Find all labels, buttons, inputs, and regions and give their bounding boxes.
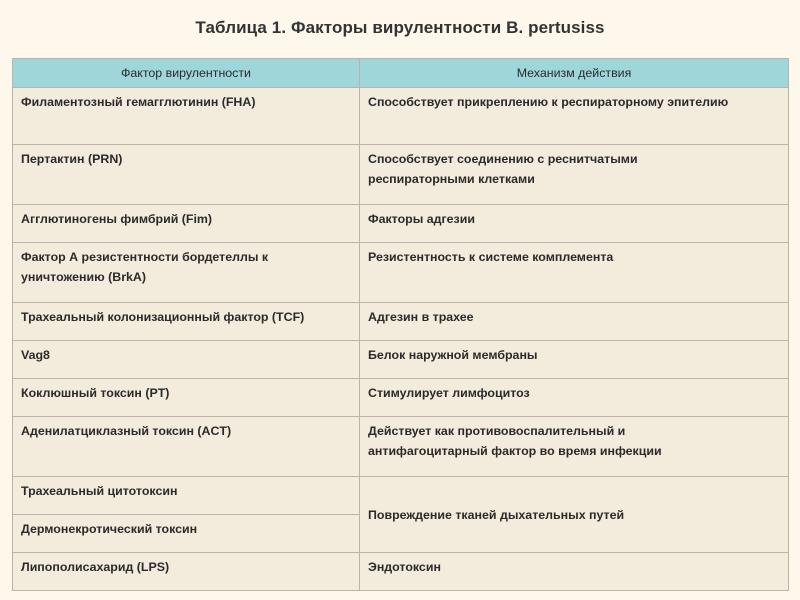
virulence-factors-table [12,58,789,591]
factor-cell: Трахеальный цитотоксин [13,477,360,515]
mechanism-cell: Резистентность к системе комплемента [360,243,789,303]
mechanism-cell: Белок наружной мембраны [360,341,789,379]
factor-cell: Липополисахарид (LPS) [13,553,360,591]
factor-cell: Пертактин (PRN) [13,145,360,205]
header-mechanism: Механизм действия [360,59,789,88]
factor-line: уничтожению (BrkA) [21,270,146,284]
factor-cell: Филаментозный гемагглютинин (FHA) [13,88,360,145]
table-row [13,303,789,341]
mechanism-cell-merged: Повреждение тканей дыхательных путей [360,477,789,553]
factor-cell: Трахеальный колонизационный фактор (TCF) [13,303,360,341]
factor-cell: Коклюшный токсин (PT) [13,379,360,417]
table-header-row [13,59,789,88]
table-row [13,553,789,591]
factor-cell [13,243,360,303]
mechanism-cell: Факторы адгезии [360,205,789,243]
mechanism-line: Действует как противовоспалительный и [368,424,626,438]
factor-cell: Vag8 [13,341,360,379]
mechanism-cell [360,417,789,477]
mechanism-cell: Способствует прикреплению к респираторному эпителию [360,88,789,145]
mechanism-cell: Эндотоксин [360,553,789,591]
factor-cell: Агглютиногены фимбрий (Fim) [13,205,360,243]
table-row [13,243,789,303]
table-row [13,477,789,515]
mechanism-line: респираторными клетками [368,172,535,186]
table-row [13,417,789,477]
factor-line: Фактор А резистентности бордетеллы к [21,250,269,264]
mechanism-line: Способствует соединению с реснитчатыми [368,152,638,166]
header-factor: Фактор вирулентности [13,59,360,88]
factor-cell: Дермонекротический токсин [13,515,360,553]
table-row [13,88,789,145]
mechanism-cell [360,145,789,205]
table-row [13,145,789,205]
mechanism-cell: Стимулирует лимфоцитоз [360,379,789,417]
table-row [13,379,789,417]
table-row [13,205,789,243]
table-row [13,341,789,379]
factor-cell: Аденилатциклазный токсин (ACT) [13,417,360,477]
table-caption: Таблица 1. Факторы вирулентности B. pertusiss [195,18,605,37]
mechanism-line: антифагоцитарный фактор во время инфекции [368,444,662,458]
mechanism-cell: Адгезин в трахее [360,303,789,341]
